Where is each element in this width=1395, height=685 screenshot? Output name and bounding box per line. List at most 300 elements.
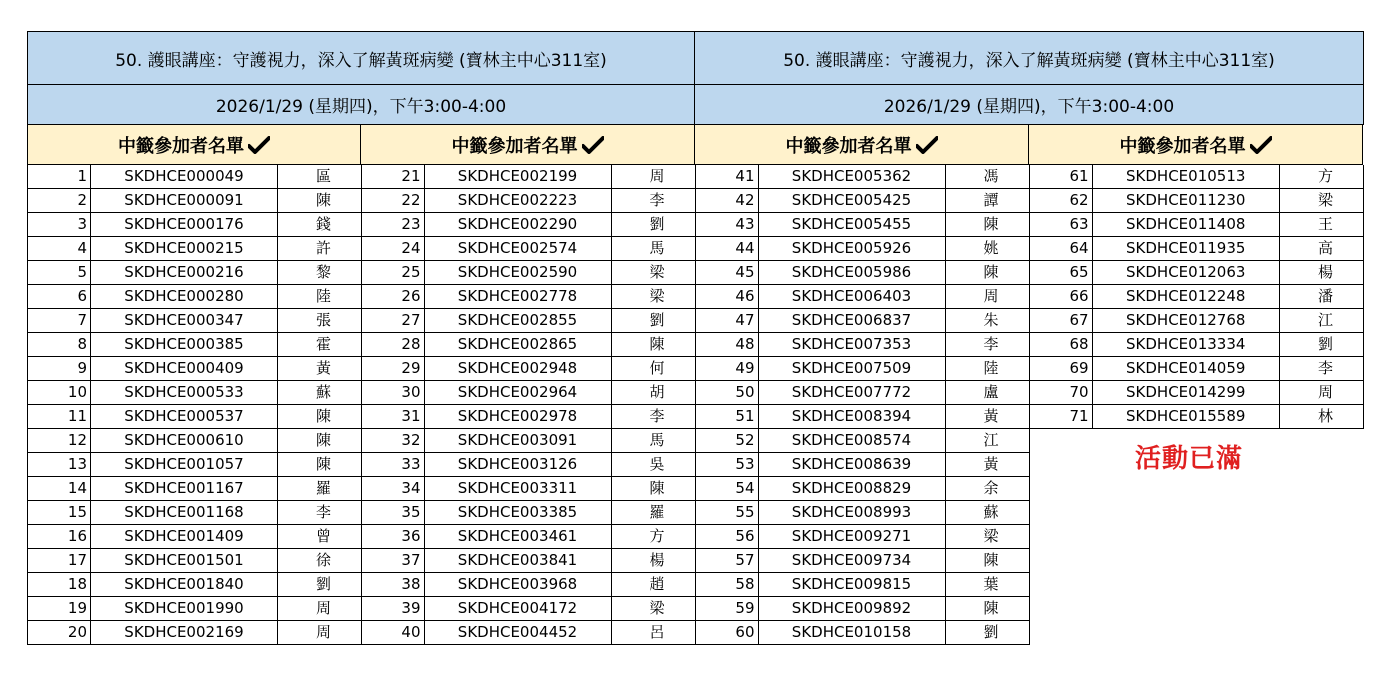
participant-surname: 王 [1279, 213, 1363, 237]
participant-code: SKDHCE001167 [91, 477, 278, 501]
participant-surname: 區 [278, 165, 362, 189]
table-row [361, 573, 695, 597]
row-number: 13 [28, 453, 91, 477]
table-row [28, 285, 362, 309]
row-number: 25 [361, 261, 424, 285]
row-number: 8 [28, 333, 91, 357]
participant-surname: 李 [1279, 357, 1363, 381]
table-row [1029, 381, 1364, 405]
table-row [695, 165, 1029, 189]
list-header-label: 中籤參加者名單 [118, 135, 244, 157]
participant-code: SKDHCE000409 [91, 357, 278, 381]
participant-surname: 馬 [611, 237, 695, 261]
table-row [695, 189, 1029, 213]
participant-code: SKDHCE007353 [758, 333, 945, 357]
participant-code: SKDHCE012063 [1092, 261, 1279, 285]
table-row [1029, 285, 1364, 309]
participant-code: SKDHCE015589 [1092, 405, 1279, 429]
row-number: 53 [695, 453, 758, 477]
row-number: 27 [361, 309, 424, 333]
table-row [361, 621, 695, 645]
row-number: 3 [28, 213, 91, 237]
participant-surname: 江 [945, 429, 1029, 453]
participant-surname: 周 [611, 165, 695, 189]
table-row [695, 525, 1029, 549]
list-header-label: 中籤參加者名單 [785, 135, 912, 157]
row-number: 43 [695, 213, 758, 237]
list-header-label: 中籤參加者名單 [1119, 135, 1246, 157]
table-row [28, 333, 362, 357]
event-datetime: 2026/1/29 (星期四)，下午3:00-4:00 [695, 85, 1364, 125]
participant-surname: 劉 [278, 573, 362, 597]
row-number: 45 [695, 261, 758, 285]
participant-surname: 蘇 [945, 501, 1029, 525]
row-number: 38 [361, 573, 424, 597]
table-row [695, 621, 1029, 645]
participant-code: SKDHCE011408 [1092, 213, 1279, 237]
participant-code: SKDHCE000176 [91, 213, 278, 237]
table-row [695, 573, 1029, 597]
event-full-notice: 活動已滿 [1135, 444, 1244, 474]
table-row [28, 549, 362, 573]
list-header-2 [361, 125, 695, 165]
table-row [28, 237, 362, 261]
participant-surname: 方 [1279, 165, 1363, 189]
participant-surname: 馮 [945, 165, 1029, 189]
participant-code: SKDHCE001168 [91, 501, 278, 525]
participant-code: SKDHCE013334 [1092, 333, 1279, 357]
table-row [361, 333, 695, 357]
table-row [695, 357, 1029, 381]
participant-surname: 馬 [611, 429, 695, 453]
table-row [1029, 237, 1364, 261]
table-row [695, 549, 1029, 573]
list-header-3 [695, 125, 1029, 165]
participant-surname: 朱 [945, 309, 1029, 333]
row-number: 60 [695, 621, 758, 645]
participant-code: SKDHCE014059 [1092, 357, 1279, 381]
participant-code: SKDHCE003385 [424, 501, 611, 525]
participant-table-3 [695, 165, 1030, 645]
table-row [28, 501, 362, 525]
participant-surname: 黃 [945, 453, 1029, 477]
participant-surname: 陳 [278, 405, 362, 429]
row-number: 22 [361, 189, 424, 213]
left-header [27, 31, 695, 165]
participant-surname: 葉 [945, 573, 1029, 597]
participant-surname: 黃 [278, 357, 362, 381]
table-row [695, 213, 1029, 237]
participant-code: SKDHCE008639 [758, 453, 945, 477]
table-row [695, 429, 1029, 453]
checkmark-icon [1250, 136, 1272, 154]
participant-surname: 羅 [278, 477, 362, 501]
table-row [361, 429, 695, 453]
table-row [361, 597, 695, 621]
participant-code: SKDHCE011935 [1092, 237, 1279, 261]
table-row [361, 525, 695, 549]
table-row [28, 357, 362, 381]
table-row [1029, 165, 1364, 189]
participant-surname: 陳 [278, 453, 362, 477]
participant-code: SKDHCE002290 [424, 213, 611, 237]
header-block [27, 31, 1364, 165]
list-header-1 [27, 125, 361, 165]
participant-code: SKDHCE003968 [424, 573, 611, 597]
row-number: 54 [695, 477, 758, 501]
participant-code: SKDHCE010158 [758, 621, 945, 645]
participant-table-2 [361, 165, 696, 645]
table-row [695, 333, 1029, 357]
row-number: 31 [361, 405, 424, 429]
event-title: 50. 護眼講座：守護視力，深入了解黃斑病變 (寶林主中心311室) [27, 31, 695, 85]
row-number: 28 [361, 333, 424, 357]
participant-surname: 梁 [1279, 189, 1363, 213]
participant-code: SKDHCE002948 [424, 357, 611, 381]
participant-surname: 陳 [611, 333, 695, 357]
participant-code: SKDHCE002964 [424, 381, 611, 405]
list-header-label: 中籤參加者名單 [451, 135, 578, 157]
participant-surname: 錢 [278, 213, 362, 237]
table-row [695, 453, 1029, 477]
participant-code: SKDHCE004452 [424, 621, 611, 645]
participant-surname: 何 [611, 357, 695, 381]
participant-surname: 徐 [278, 549, 362, 573]
row-number: 41 [695, 165, 758, 189]
table-row [695, 285, 1029, 309]
participant-code: SKDHCE002590 [424, 261, 611, 285]
participant-columns [27, 165, 1364, 685]
row-number: 32 [361, 429, 424, 453]
participant-surname: 李 [611, 189, 695, 213]
participant-code: SKDHCE009892 [758, 597, 945, 621]
participant-surname: 陸 [278, 285, 362, 309]
table-row [1029, 333, 1364, 357]
participant-code: SKDHCE002865 [424, 333, 611, 357]
row-number: 52 [695, 429, 758, 453]
participant-code: SKDHCE000280 [91, 285, 278, 309]
participant-surname: 陳 [611, 477, 695, 501]
row-number: 67 [1029, 309, 1092, 333]
table-row [28, 453, 362, 477]
participant-code: SKDHCE011230 [1092, 189, 1279, 213]
participant-surname: 楊 [611, 549, 695, 573]
table-row [28, 381, 362, 405]
row-number: 70 [1029, 381, 1092, 405]
checkmark-icon [916, 136, 938, 154]
participant-code: SKDHCE003461 [424, 525, 611, 549]
row-number: 2 [28, 189, 91, 213]
row-number: 37 [361, 549, 424, 573]
participant-code: SKDHCE003091 [424, 429, 611, 453]
participant-code: SKDHCE005455 [758, 213, 945, 237]
table-row [695, 501, 1029, 525]
row-number: 64 [1029, 237, 1092, 261]
participant-surname: 劉 [945, 621, 1029, 645]
participant-code: SKDHCE008574 [758, 429, 945, 453]
participant-code: SKDHCE005425 [758, 189, 945, 213]
participant-code: SKDHCE009271 [758, 525, 945, 549]
table-row [1029, 357, 1364, 381]
row-number: 24 [361, 237, 424, 261]
row-number: 42 [695, 189, 758, 213]
row-number: 17 [28, 549, 91, 573]
row-number: 9 [28, 357, 91, 381]
table-row [28, 213, 362, 237]
participant-code: SKDHCE000091 [91, 189, 278, 213]
participant-code: SKDHCE006403 [758, 285, 945, 309]
participant-surname: 黃 [945, 405, 1029, 429]
table-row [361, 309, 695, 333]
event-title: 50. 護眼講座：守護視力，深入了解黃斑病變 (寶林主中心311室) [695, 31, 1364, 85]
row-number: 10 [28, 381, 91, 405]
table-row [361, 213, 695, 237]
participant-surname: 梁 [611, 285, 695, 309]
participant-code: SKDHCE009815 [758, 573, 945, 597]
participant-surname: 梁 [611, 597, 695, 621]
participant-code: SKDHCE001409 [91, 525, 278, 549]
table-row [361, 357, 695, 381]
row-number: 26 [361, 285, 424, 309]
row-number: 19 [28, 597, 91, 621]
table-row [695, 405, 1029, 429]
table-row [695, 381, 1029, 405]
row-number: 7 [28, 309, 91, 333]
participant-surname: 周 [278, 621, 362, 645]
row-number: 4 [28, 237, 91, 261]
row-number: 11 [28, 405, 91, 429]
table-row [695, 261, 1029, 285]
participant-surname: 林 [1279, 405, 1363, 429]
row-number: 1 [28, 165, 91, 189]
participant-surname: 劉 [1279, 333, 1363, 357]
participant-surname: 許 [278, 237, 362, 261]
row-number: 66 [1029, 285, 1092, 309]
participant-surname: 譚 [945, 189, 1029, 213]
table-row [28, 189, 362, 213]
participant-code: SKDHCE003311 [424, 477, 611, 501]
participant-surname: 劉 [611, 213, 695, 237]
row-number: 63 [1029, 213, 1092, 237]
table-row [361, 285, 695, 309]
participant-surname: 霍 [278, 333, 362, 357]
row-number: 59 [695, 597, 758, 621]
row-number: 6 [28, 285, 91, 309]
row-number: 48 [695, 333, 758, 357]
row-number: 5 [28, 261, 91, 285]
row-number: 55 [695, 501, 758, 525]
row-number: 56 [695, 525, 758, 549]
participant-code: SKDHCE002169 [91, 621, 278, 645]
participant-code: SKDHCE001990 [91, 597, 278, 621]
participant-surname: 張 [278, 309, 362, 333]
row-number: 34 [361, 477, 424, 501]
table-row [1029, 309, 1364, 333]
row-number: 20 [28, 621, 91, 645]
row-number: 23 [361, 213, 424, 237]
participant-code: SKDHCE014299 [1092, 381, 1279, 405]
table-row [28, 477, 362, 501]
table-row [1029, 213, 1364, 237]
participant-surname: 李 [278, 501, 362, 525]
participant-code: SKDHCE008993 [758, 501, 945, 525]
participant-code: SKDHCE002778 [424, 285, 611, 309]
participant-code: SKDHCE008394 [758, 405, 945, 429]
row-number: 35 [361, 501, 424, 525]
participant-code: SKDHCE003841 [424, 549, 611, 573]
participant-code: SKDHCE012248 [1092, 285, 1279, 309]
table-row [361, 261, 695, 285]
participant-surname: 陳 [278, 429, 362, 453]
participant-code: SKDHCE004172 [424, 597, 611, 621]
table-row [361, 405, 695, 429]
participant-code: SKDHCE007772 [758, 381, 945, 405]
participant-surname: 呂 [611, 621, 695, 645]
row-number: 57 [695, 549, 758, 573]
table-row [28, 573, 362, 597]
participant-code: SKDHCE002855 [424, 309, 611, 333]
table-row [28, 597, 362, 621]
participant-code: SKDHCE000049 [91, 165, 278, 189]
participant-surname: 余 [945, 477, 1029, 501]
checkmark-icon [248, 136, 270, 154]
participant-surname: 梁 [611, 261, 695, 285]
participant-surname: 江 [1279, 309, 1363, 333]
row-number: 21 [361, 165, 424, 189]
participant-code: SKDHCE010513 [1092, 165, 1279, 189]
row-number: 29 [361, 357, 424, 381]
participant-code: SKDHCE000347 [91, 309, 278, 333]
participant-code: SKDHCE005926 [758, 237, 945, 261]
table-row [361, 237, 695, 261]
participant-surname: 周 [945, 285, 1029, 309]
participant-surname: 黎 [278, 261, 362, 285]
row-number: 62 [1029, 189, 1092, 213]
participant-code: SKDHCE000215 [91, 237, 278, 261]
participant-surname: 李 [611, 405, 695, 429]
participant-surname: 趙 [611, 573, 695, 597]
participant-surname: 梁 [945, 525, 1029, 549]
participant-surname: 蘇 [278, 381, 362, 405]
table-row [695, 237, 1029, 261]
participant-code: SKDHCE005986 [758, 261, 945, 285]
table-row [361, 501, 695, 525]
row-number: 50 [695, 381, 758, 405]
participant-code: SKDHCE007509 [758, 357, 945, 381]
participant-surname: 方 [611, 525, 695, 549]
row-number: 36 [361, 525, 424, 549]
participant-code: SKDHCE000610 [91, 429, 278, 453]
participant-surname: 李 [945, 333, 1029, 357]
row-number: 39 [361, 597, 424, 621]
table-row [28, 405, 362, 429]
row-number: 49 [695, 357, 758, 381]
participant-surname: 盧 [945, 381, 1029, 405]
row-number: 65 [1029, 261, 1092, 285]
row-number: 51 [695, 405, 758, 429]
participant-code: SKDHCE002199 [424, 165, 611, 189]
row-number: 18 [28, 573, 91, 597]
table-row [28, 525, 362, 549]
row-number: 47 [695, 309, 758, 333]
right-header [695, 31, 1364, 165]
participant-surname: 高 [1279, 237, 1363, 261]
row-number: 71 [1029, 405, 1092, 429]
participant-code: SKDHCE005362 [758, 165, 945, 189]
participant-surname: 楊 [1279, 261, 1363, 285]
participant-surname: 周 [278, 597, 362, 621]
participant-code: SKDHCE009734 [758, 549, 945, 573]
row-number: 14 [28, 477, 91, 501]
participant-surname: 陳 [945, 213, 1029, 237]
table-row [695, 597, 1029, 621]
participant-code: SKDHCE000385 [91, 333, 278, 357]
participant-code: SKDHCE000537 [91, 405, 278, 429]
row-number: 15 [28, 501, 91, 525]
table-row [361, 453, 695, 477]
checkmark-icon [582, 136, 604, 154]
participant-surname: 劉 [611, 309, 695, 333]
participant-code: SKDHCE002574 [424, 237, 611, 261]
participant-surname: 周 [1279, 381, 1363, 405]
participant-surname: 羅 [611, 501, 695, 525]
participant-code: SKDHCE012768 [1092, 309, 1279, 333]
row-number: 12 [28, 429, 91, 453]
row-number: 33 [361, 453, 424, 477]
table-row [361, 381, 695, 405]
table-row [361, 549, 695, 573]
table-row [361, 165, 695, 189]
participant-surname: 姚 [945, 237, 1029, 261]
participant-code: SKDHCE002978 [424, 405, 611, 429]
row-number: 69 [1029, 357, 1092, 381]
participant-sheet [27, 31, 1364, 685]
table-row [28, 621, 362, 645]
table-row [28, 309, 362, 333]
participant-code: SKDHCE000533 [91, 381, 278, 405]
table-row [695, 477, 1029, 501]
row-number: 44 [695, 237, 758, 261]
table-row [28, 429, 362, 453]
row-number: 58 [695, 573, 758, 597]
participant-code: SKDHCE000216 [91, 261, 278, 285]
participant-surname: 陳 [945, 597, 1029, 621]
row-number: 16 [28, 525, 91, 549]
participant-table-4 [1029, 165, 1364, 429]
row-number: 61 [1029, 165, 1092, 189]
table-row [361, 189, 695, 213]
participant-surname: 陳 [278, 189, 362, 213]
participant-code: SKDHCE002223 [424, 189, 611, 213]
list-header-4 [1029, 125, 1363, 165]
table-row [695, 309, 1029, 333]
row-number: 30 [361, 381, 424, 405]
event-datetime: 2026/1/29 (星期四)，下午3:00-4:00 [27, 85, 695, 125]
participant-surname: 陸 [945, 357, 1029, 381]
table-row [361, 477, 695, 501]
participant-surname: 曾 [278, 525, 362, 549]
table-row [28, 165, 362, 189]
table-row [1029, 261, 1364, 285]
participant-surname: 陳 [945, 549, 1029, 573]
table-row [28, 261, 362, 285]
participant-code: SKDHCE001057 [91, 453, 278, 477]
participant-surname: 陳 [945, 261, 1029, 285]
participant-code: SKDHCE001501 [91, 549, 278, 573]
participant-surname: 吳 [611, 453, 695, 477]
participant-table-1 [27, 165, 362, 645]
table-row [1029, 189, 1364, 213]
